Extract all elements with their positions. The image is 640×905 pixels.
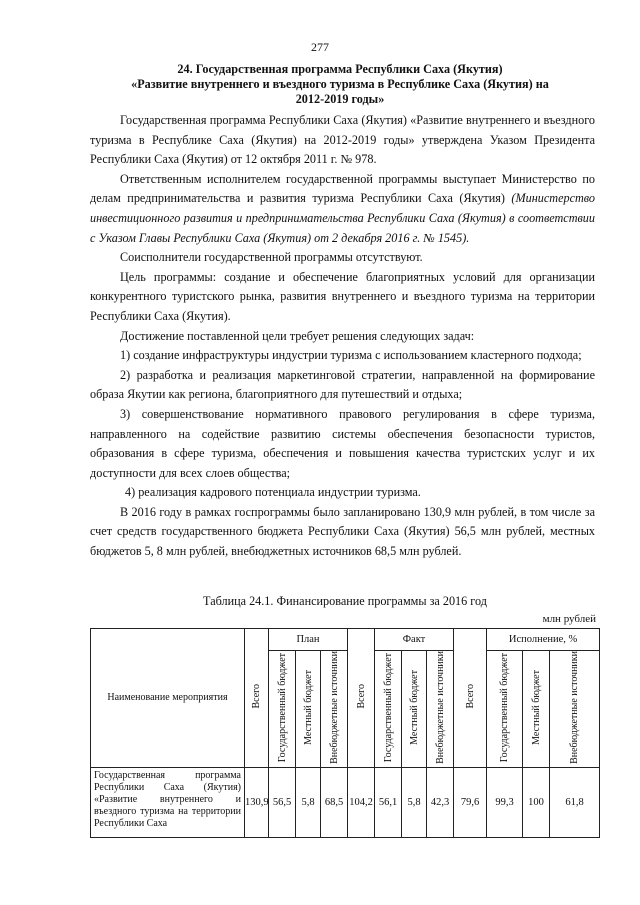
paragraph-task-1: 1) создание инфраструктуры индустрии туризма с использованием кластерного подхода; [120, 348, 582, 363]
header-event-name: Наименование мероприятия [91, 629, 245, 768]
paragraph-approval: Государственная программа Республики Саха (Якутия) «Развитие внутреннего и въездного туризма в Республике Саха (Якутия) на 2012-2019 годы» утверждена Указом Президента Республики Саха (Якутия) от 12 октября 2011 г. № 978. [90, 113, 595, 167]
financing-table [90, 628, 600, 838]
title-line-1: 24. Государственная программа Республики Саха (Якутия) [177, 62, 503, 76]
header-plan-local: Местный бюджет [296, 651, 321, 768]
header-fact-local: Местный бюджет [402, 651, 427, 768]
header-fact: Факт [375, 629, 454, 651]
paragraph-goal: Цель программы: создание и обеспечение благоприятных условий для организации конкурентного туристского рынка, развития внутреннего и въездного туризма на территории Республики Саха (Якутия). [90, 269, 595, 323]
header-plan-extra: Внебюджетные источники [321, 651, 348, 768]
paragraph-coexecutors: Соисполнители государственной программы отсутствуют. [120, 250, 423, 265]
title-line-2: «Развитие внутреннего и въездного туризма в Республике Саха (Якутия) на [131, 77, 549, 91]
section-title [90, 62, 590, 107]
header-exec-extra: Внебюджетные источники [550, 651, 600, 768]
page-number: 277 [311, 40, 329, 54]
body-text [90, 111, 595, 562]
table-caption: Таблица 24.1. Финансирование программы за 2016 год [203, 594, 487, 608]
cell-exec-state: 99,3 [487, 767, 523, 837]
cell-exec-extra: 61,8 [550, 767, 600, 837]
cell-event-name: Государственная программа Республики Саха (Якутия) «Развитие внутреннего и въездного туризма на территории Республики Саха [91, 767, 245, 837]
table-units: млн рублей [542, 613, 596, 625]
header-exec-local: Местный бюджет [523, 651, 550, 768]
header-fact-total: Всего [348, 629, 375, 768]
cell-exec-local: 100 [523, 767, 550, 837]
header-plan: План [269, 629, 348, 651]
header-exec-total: Всего [454, 629, 487, 768]
executor-text: Ответственным исполнителем государственной программы выступает Министерство по делам предпринимательства и развития туризма Республики Саха (Якутия) [90, 171, 595, 206]
cell-fact-state: 56,1 [375, 767, 402, 837]
paragraph-funding: В 2016 году в рамках госпрограммы было запланировано 130,9 млн рублей, в том числе за счет средств государственного бюджета Республики Саха (Якутия) 56,5 млн рублей, местных бюджетов 5, 8 млн рублей, внебюджетных источников 68,5 млн рублей. [90, 504, 595, 559]
paragraph-task-4: 4) реализация кадрового потенциала индустрии туризма. [125, 485, 421, 500]
cell-fact-extra: 42,3 [427, 767, 454, 837]
cell-plan-extra: 68,5 [321, 767, 348, 837]
paragraph-task-2: 2) разработка и реализация маркетинговой стратегии, направленной на формирование образа Якутии как региона, благоприятного для путешествий и отдыха; [90, 367, 595, 402]
header-exec-state: Государственный бюджет [487, 651, 523, 768]
paragraph-tasks-intro: Достижение поставленной цели требует решения следующих задач: [120, 328, 475, 343]
header-plan-state: Государственный бюджет [269, 651, 296, 768]
cell-plan-total: 130,9 [245, 767, 269, 837]
title-line-3: 2012-2019 годы» [295, 92, 385, 106]
table-row [91, 767, 600, 837]
header-plan-total: Всего [245, 629, 269, 768]
header-fact-extra: Внебюджетные источники [427, 651, 454, 768]
cell-plan-state: 56,5 [269, 767, 296, 837]
cell-exec-total: 79,6 [454, 767, 487, 837]
cell-plan-local: 5,8 [296, 767, 321, 837]
paragraph-executor [90, 170, 595, 248]
header-exec: Исполнение, % [487, 629, 600, 651]
cell-fact-local: 5,8 [402, 767, 427, 837]
header-fact-state: Государственный бюджет [375, 651, 402, 768]
cell-fact-total: 104,2 [348, 767, 375, 837]
executor-note: (Министерство инвестиционного развития и предпринимательства Республики Саха (Якутия) в соответствии с Указом Главы Республики Саха (Якутия) от 2 декабря 2016 г. № 1545). [90, 191, 596, 245]
paragraph-task-3: 3) совершенствование нормативного правового регулирования в сфере туризма, направленного на содействие развитию системы обеспечения безопасности туристов, образования в сфере туризма, обеспечения и повышения качества туристских услуг и их доступности для всех слоев общества; [90, 406, 595, 480]
